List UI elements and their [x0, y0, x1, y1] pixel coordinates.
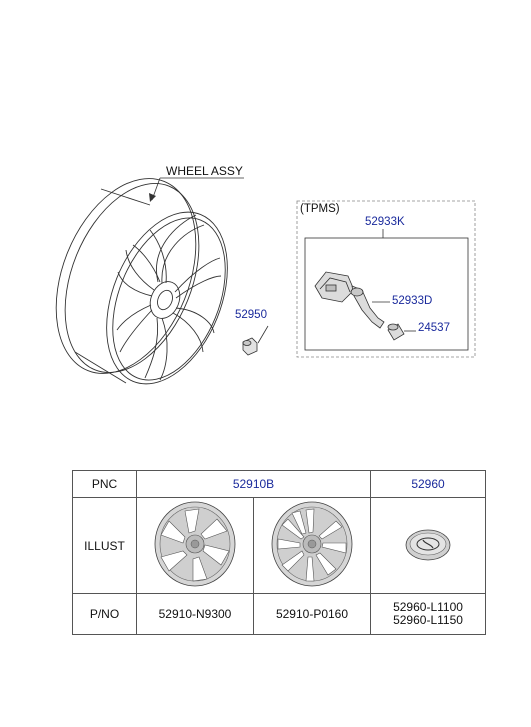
table-row: [73, 471, 486, 498]
row-header-pnc: PNC: [73, 471, 137, 498]
pnc-wheel: 52910B: [137, 471, 371, 498]
part-label-24537: 24537: [418, 322, 450, 334]
pno-wheel-b: 52910-P0160: [254, 594, 371, 635]
illust-cap: [371, 498, 486, 594]
part-label-52950: 52950: [235, 309, 267, 321]
center-cap-illustration: [398, 519, 458, 569]
part-label-52933D: 52933D: [392, 295, 433, 307]
tpms-sensor-drawing: [315, 272, 384, 328]
tpms-label: (TPMS): [300, 203, 340, 215]
valve-cap-drawing: [388, 324, 404, 340]
wheel-a-illustration: [145, 499, 245, 589]
pnc-cap: 52960: [371, 471, 486, 498]
wheel-assembly-drawing: [29, 158, 250, 402]
part-label-52933K: 52933K: [365, 216, 405, 228]
illust-wheel-b: [254, 498, 371, 594]
pno-wheel-a: 52910-N9300: [137, 594, 254, 635]
wheel-b-illustration: [262, 499, 362, 589]
pno-cap: [371, 594, 486, 635]
pno-cap-1: 52960-L1100: [393, 600, 463, 614]
row-header-illust: ILLUST: [73, 498, 137, 594]
parts-table: [72, 470, 486, 635]
lug-nut-drawing: [243, 338, 257, 355]
table-row: [73, 498, 486, 594]
table-row: [73, 594, 486, 635]
illust-wheel-a: [137, 498, 254, 594]
wheel-assy-label: WHEEL ASSY: [166, 164, 243, 178]
row-header-pno: P/NO: [73, 594, 137, 635]
pno-cap-2: 52960-L1150: [393, 613, 463, 627]
